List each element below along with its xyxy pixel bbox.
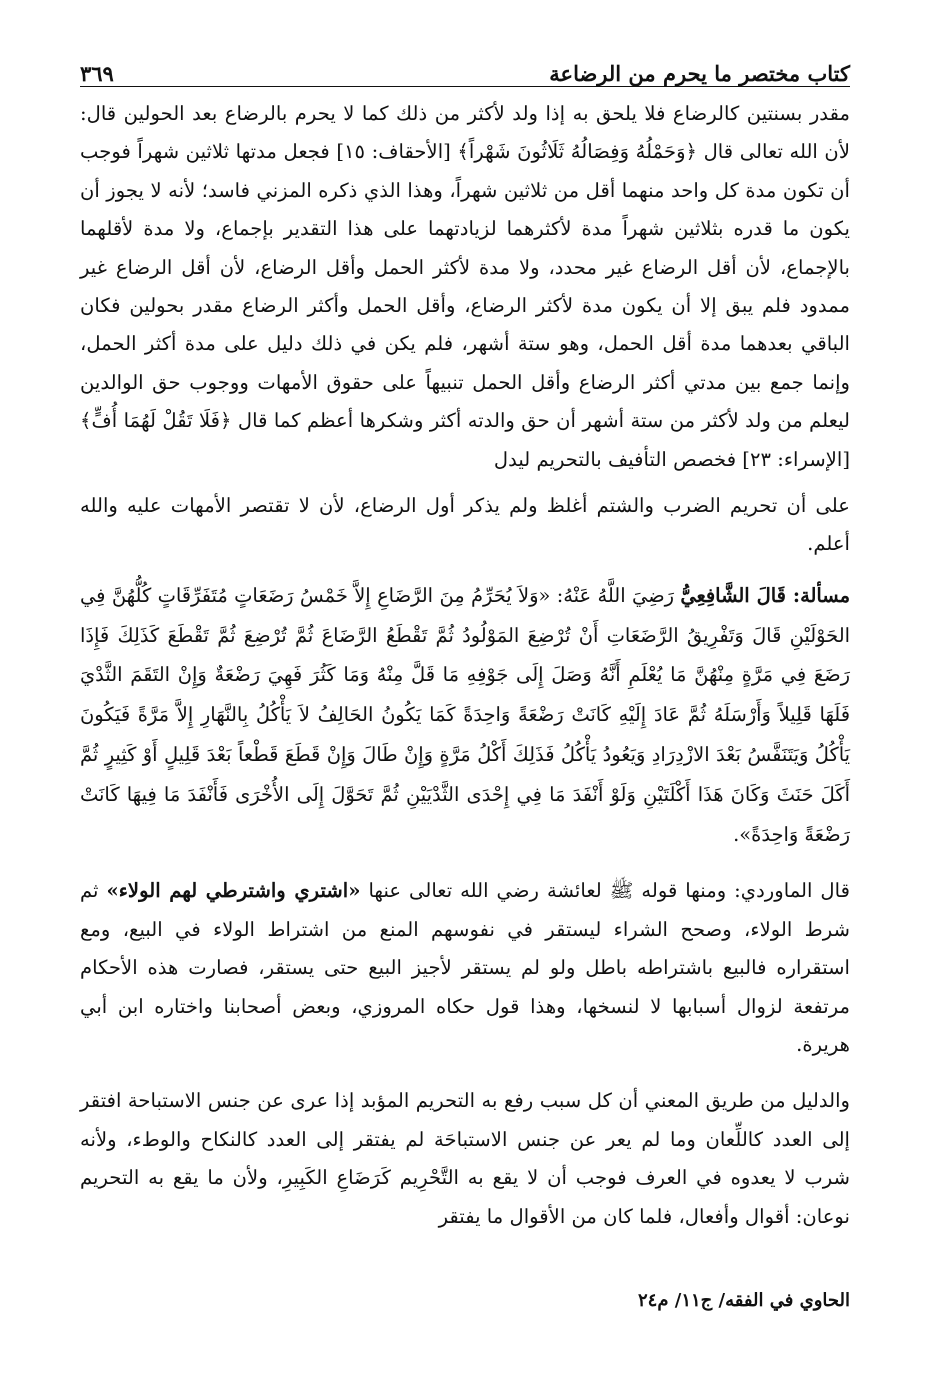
hadith-quote: «اشتري واشترطي لهم الولاء» [106,879,361,903]
paragraph-2: على أن تحريم الضرب والشتم أغلظ ولم يذكر أول الرضاع، لأن لا تقتصر الأمهات عليه والله أعلم. [80,494,850,556]
paragraph-3 [80,872,850,1064]
paragraph-1: مقدر بسنتين كالرضاع فلا يلحق به إذا ولد لأكثر من ذلك كما لا يحرم بالرضاع بعد الحولين قال: لأن الله تعالى قال ﴿وَحَمْلُهُ وَفِصَالُهُ ثَلَاثُونَ شَهْراً﴾ [الأحقاف: ١٥] فجعل مدتها ثلاثين شهراً فوجب أن تكون مدة كل واحد منهما أقل من ثلاثين شهراً، وهذا الذي ذكره المزني فاسد؛ لأنه لا يجوز أن يكون ما قدره بثلاثين شهراً مدة لأكثرهما لزيادتهما على هذا التقدير بإجماع، ولا مدة لأقلهما بالإجماع، لأن أقل الرضاع غير محدد، ولا مدة لأكثر الحمل وأقل الرضاع، لأن أقل الرضاع غير ممدود فلم يبق إلا أن يكون مدة لأكثر الرضاع، وأقل الحمل وأكثر الرضاع مقدر بحولين فكان الباقي بعدهما مدة أقل الحمل، وهو ستة أشهر، فلم يكن في ذلك دليل على مدة أكثر الحمل، وإنما جمع بين مدتي أكثر الرضاع وأقل الحمل تنبيهاً على حقوق الأمهات ووجوب حق الوالدين ليعلم من ولد لأكثر من ستة أشهر أن حق والدته أكثر وشكرها أعظم كما قال ﴿فَلَا تَقُلْ لَهُمَا أُفٍّ﴾ [الإسراء: ٢٣] فخصص التأفيف بالتحريم ليدل [80,102,851,471]
footer-book-reference: الحاوي في الفقه/ ج١١/ م٢٤ [637,1290,850,1311]
paragraph-4: والدليل من طريق المعني أن كل سبب رفع به التحريم المؤبد إذا عرى عن جنس الاستباحة افتقر إلى العدد كاللِّعان وما لم يعر عن جنس الاستباحَة لم يفتقر إلى العدد كالنكاح والوطء، ولأنه شرب لا يعدوه في العرف فوجب أن لا يقع به التَّحْرِيم كَرَضَاعِ الكَبِيرِ، ولأن ما يقع به التحريم نوعان: أقوال وأفعال، فلما كان من الأقوال ما يفتقر [80,1089,850,1228]
paragraph-3-intro: قال الماوردي: ومنها قوله ﷺ لعائشة رضي الله تعالى عنها [360,879,850,903]
page-number: ٣٦٩ [80,61,114,86]
masala-paragraph [80,576,850,855]
paragraph-3-rest: ثم شرط الولاء، وصحح الشراء ليستقر في نفوسهم المنع من اشتراط الولاء في البيع، ومع استقراره فالبيع باشتراطه باطل ولو لم يستقر لأجيز البيع حتى يستقر، فصارت هذه الأحكام مرتفعة لزوال أسبابها لا لنسخها، وهذا قول حكاه المروزي، وبعض أصحابنا واختاره ابن أبي هريرة. [80,879,850,1057]
masala-label: مسألة: قَالَ الشَّافِعِيُّ [680,583,850,607]
masala-text: رَضِيَ اللَّهُ عَنْهُ: «وَلاَ يُحَرِّمُ مِنَ الرَّضَاعِ إِلاَّ خَمْسُ رَضَعَاتٍ مُتَفَرِّقَاتٍ كُلُّهُنَّ فِي الحَوْلَيْنِ قَالَ وَتَفْرِيقُ الرَّضَعَاتِ أَنْ تُرْضِعَ المَوْلُودُ ثُمَّ تَقْطَعُ الرَّضَاعَ ثُمَّ تُرْضِعَ ثُمَّ تَقْطَعَ كَذَلِكَ فَإِذَا رَضَعَ فِي مَرَّةٍ مِنْهُنَّ مَا يُعْلَمِ أَنَّهُ وَصَلَ إِلَى جَوْفِهِ مَا قَلَّ مِنْهُ وَمَا كَثُرَ فَهِيَ رَضْعَةٌ وَإِنْ التَقَمَ الثَّدْيَ فَلَهَا قَلِيلاً وَأَرْسَلَهُ ثُمَّ عَادَ إِلَيْهِ كَانَتْ رَضْعَةً وَاحِدَةً كَمَا يَكُونُ الحَالِفُ لاَ يَأْكُلُ بِالنَّهَارِ إِلاَّ مَرَّةً فَيَكُونَ يَأْكُلُ وَيَتَنَفَّسُ بَعْدَ الازْدِرَادِ وَيَعُودُ يَأْكُلُ فَذَلِكَ أَكْلُ مَرَّةٍ وَإِنْ طَالَ وَإِنْ قَطَعَ قَطْعاً بَعْدَ قَلِيلٍ أَوْ كَثِيرٍ ثُمَّ أَكَلَ حَنَثَ وَكَانَ هَذَا أَكْلَتَيْنِ وَلَوْ أَنْفَدَ مَا فِي إِحْدَى الثَّدْيَيْنِ ثُمَّ تَحَوَّلَ إِلَى الأُخْرَى فَأَنْفَدَ مَا فِيهَا كَانَتْ رَضْعَةً وَاحِدَةً». [80,583,850,846]
page-body [80,52,850,1236]
page-header [80,52,850,87]
running-title: كتاب مختصر ما يحرم من الرضاعة [549,61,850,86]
